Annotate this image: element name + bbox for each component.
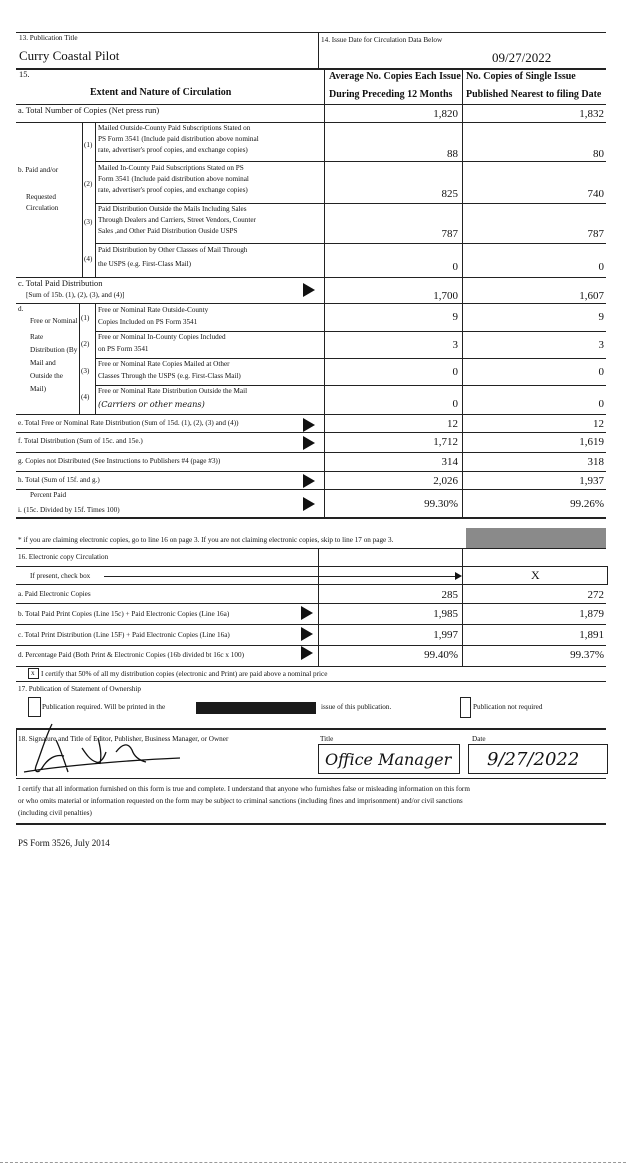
ownership-title: 17. Publication of Statement of Ownership <box>18 685 141 693</box>
row-d1-line: Free or Nominal Rate Outside-County <box>98 306 209 314</box>
rule <box>79 303 80 414</box>
certify-checkbox[interactable] <box>28 668 39 679</box>
elec-b-label: b. Total Paid Print Copies (Line 15c) + Paid Electronic Copies (Line 16a) <box>18 610 230 618</box>
rule <box>95 203 606 204</box>
row-e-label: e. Total Free or Nominal Rate Distribution (Sum of 15d. (1), (2), (3) and (4)) <box>18 419 239 427</box>
elec-c-label: c. Total Print Distribution (Line 15F) + Paid Electronic Copies (Line 16a) <box>18 631 230 639</box>
publication-title-label: 13. Publication Title <box>19 34 78 42</box>
row-b4-line: Paid Distribution by Other Classes of Mail Through <box>98 246 248 254</box>
row-i-label-1: Percent Paid <box>30 491 67 499</box>
row-g-single: 318 <box>587 456 604 468</box>
rule <box>16 681 606 682</box>
arrow-icon <box>303 474 315 488</box>
signature-label: 18. Signature and Title of Editor, Publisher, Business Manager, or Owner <box>18 735 229 743</box>
row-d4-single: 0 <box>598 398 604 410</box>
row-b-label-3: Circulation <box>26 204 59 212</box>
rule <box>16 104 606 105</box>
publication-title: Curry Coastal Pilot <box>19 48 120 63</box>
rule <box>16 452 606 453</box>
elec-d-single: 99.37% <box>570 649 604 661</box>
electronic-title: 16. Electronic copy Circulation <box>18 553 109 561</box>
check-label: If present, check box <box>30 572 91 580</box>
rule <box>16 666 606 667</box>
row-d1-line: Copies Included on PS Form 3541 <box>98 318 198 326</box>
row-b-label-2: Requested <box>26 193 56 201</box>
arrow-icon <box>301 606 313 620</box>
rule <box>16 277 606 278</box>
issue-date: 09/27/2022 <box>492 50 552 65</box>
row-f-label: f. Total Distribution (Sum of 15c. and 15e.) <box>18 437 143 445</box>
row-g-avg: 314 <box>441 456 458 468</box>
scan-edge <box>0 1162 626 1163</box>
rule <box>16 471 606 472</box>
avg-heading-2: During Preceding 12 Months <box>329 89 453 100</box>
rule <box>16 778 606 779</box>
rule <box>95 161 606 162</box>
redacted-issue-date <box>196 702 316 714</box>
issue-date-label: 14. Issue Date for Circulation Data Below <box>321 36 443 44</box>
rule <box>16 414 606 415</box>
rule <box>16 32 606 33</box>
arrow-icon <box>301 627 313 641</box>
row-d2-line: Free or Nominal In-County Copies Included <box>98 333 226 341</box>
arrow-icon <box>303 418 315 432</box>
row-e-single: 12 <box>593 418 604 430</box>
elec-b-single: 1,879 <box>579 608 604 620</box>
row-b1-line: Mailed Outside-County Paid Subscriptions Stated on <box>98 124 251 132</box>
issue-of-publication-text: issue of this publication. <box>321 703 392 711</box>
row-b4-avg: 0 <box>452 261 458 273</box>
elec-b-avg: 1,985 <box>433 608 458 620</box>
row-d3-single: 0 <box>598 366 604 378</box>
row-b2-line: Mailed In-County Paid Subscriptions Stated on PS <box>98 164 244 172</box>
row-b1-avg: 88 <box>447 148 458 160</box>
row-b3-line: Paid Distribution Outside the Mails Including Sales <box>98 205 247 213</box>
row-d1-single: 9 <box>598 311 604 323</box>
arrow-icon <box>301 646 313 660</box>
row-d-label-1: d. <box>18 305 24 313</box>
row-d-label-6: Outside the <box>30 372 63 380</box>
row-b-label-1: b. Paid and/or <box>18 166 59 174</box>
row-b2-line: rate, advertiser's proof copies, and exchange copies) <box>98 186 248 194</box>
handwritten-signature <box>20 722 210 778</box>
rule <box>324 489 325 517</box>
row-a-avg: 1,820 <box>433 108 458 120</box>
row-e-avg: 12 <box>447 418 458 430</box>
row-d-label-2: Free or Nominal <box>30 317 78 325</box>
form-id: PS Form 3526, July 2014 <box>18 838 110 848</box>
certify-50-text: I certify that 50% of all my distribution copies (electronic and Print) are paid above a nominal price <box>41 670 328 678</box>
row-b2-number: (2) <box>84 180 93 188</box>
avg-heading-1: Average No. Copies Each Issue <box>329 71 461 82</box>
row-f-single: 1,619 <box>579 436 604 448</box>
row-d-label-7: Mail) <box>30 385 46 393</box>
row-b3-single: 787 <box>587 228 604 240</box>
date-field <box>468 744 608 774</box>
arrow-icon <box>455 572 462 580</box>
elec-c-single: 1,891 <box>579 629 604 641</box>
row-b1-number: (1) <box>84 141 93 149</box>
rule <box>16 823 606 825</box>
row-b3-avg: 787 <box>441 228 458 240</box>
row-b4-line: the USPS (e.g. First-Class Mail) <box>98 260 192 268</box>
title-value: Office Manager <box>325 750 452 769</box>
row-i-single: 99.26% <box>570 498 604 510</box>
rule <box>462 68 463 500</box>
row-c-label-2: [Sum of 15b. (1), (2), (3), and (4)] <box>26 291 125 299</box>
rule <box>462 489 463 517</box>
row-d-label-3: Rate <box>30 333 44 341</box>
publication-required-checkbox[interactable] <box>28 697 41 717</box>
extent-heading: Extent and Nature of Circulation <box>90 87 232 98</box>
rule <box>16 489 606 490</box>
row-b2-single: 740 <box>587 188 604 200</box>
rule <box>95 331 606 332</box>
row-f-avg: 1,712 <box>433 436 458 448</box>
row-g-label: g. Copies not Distributed (See Instructions to Publishers #4 (page #3)) <box>18 457 221 465</box>
line-15-label: 15. <box>19 70 30 79</box>
row-h-label: h. Total (Sum of 15f. and g.) <box>18 476 100 484</box>
electronic-checkbox[interactable] <box>462 566 608 585</box>
row-d3-avg: 0 <box>452 366 458 378</box>
row-h-single: 1,937 <box>579 475 604 487</box>
elec-c-avg: 1,997 <box>433 629 458 641</box>
certify-mark: x <box>31 669 35 677</box>
row-b1-line: rate, advertiser's proof copies, and exchange copies) <box>98 146 248 154</box>
date-value: 9/27/2022 <box>487 749 580 770</box>
row-d3-line: Free or Nominal Rate Copies Mailed at Other <box>98 360 230 368</box>
check-mark: X <box>531 568 540 582</box>
row-b1-single: 80 <box>593 148 604 160</box>
rule <box>16 603 606 604</box>
row-d4-number: (4) <box>81 393 90 401</box>
row-d4-line: Free or Nominal Rate Distribution Outside the Mail <box>98 387 248 395</box>
row-d1-avg: 9 <box>452 311 458 323</box>
row-b2-avg: 825 <box>441 188 458 200</box>
shaded-area <box>466 528 606 548</box>
rule <box>318 32 319 68</box>
row-d2-number: (2) <box>81 340 90 348</box>
row-d2-line: on PS Form 3541 <box>98 345 149 353</box>
row-b4-number: (4) <box>84 255 93 263</box>
arrow-icon <box>303 436 315 450</box>
row-b3-line: Sales ,and Other Paid Distribution Ouside USPS <box>98 227 238 235</box>
single-heading-2: Published Nearest to filing Date <box>466 89 602 100</box>
rule <box>95 385 606 386</box>
publication-not-required-text: Publication not required <box>473 703 543 711</box>
arrow-icon <box>303 497 315 511</box>
date-label: Date <box>472 735 486 743</box>
row-c-single: 1,607 <box>579 290 604 302</box>
row-d1-number: (1) <box>81 314 90 322</box>
rule <box>16 584 606 585</box>
rule <box>16 122 606 123</box>
arrow-icon <box>303 283 315 297</box>
certify-line: (including civil penalties) <box>18 809 92 817</box>
row-b2-line: Form 3541 (Include paid distribution above nominal <box>98 175 249 183</box>
elec-a-avg: 285 <box>441 589 458 601</box>
elec-a-label: a. Paid Electronic Copies <box>18 590 91 598</box>
rule <box>16 548 606 549</box>
row-b1-line: PS Form 3541 (Include paid distribution above nominal <box>98 135 259 143</box>
row-d2-avg: 3 <box>452 339 458 351</box>
rule <box>16 432 606 433</box>
elec-a-single: 272 <box>587 589 604 601</box>
rule <box>95 243 606 244</box>
electronic-note: * if you are claiming electronic copies, go to line 16 on page 3. If you are not claiming electronic copies, skip to line 17 on page 3. <box>18 536 394 544</box>
row-i-label-2: i. (15c. Divided by 15f. Times 100) <box>18 506 120 514</box>
certify-line: I certify that all information furnished on this form is true and complete. I understand that anyone who furnishes false or misleading information on this form <box>18 785 470 793</box>
publication-required-text: Publication required. Will be printed in the <box>42 703 166 711</box>
row-b3-line: Through Dealers and Carriers, Street Vendors, Counter <box>98 216 256 224</box>
row-d-label-5: Mail and <box>30 359 56 367</box>
row-b4-single: 0 <box>598 261 604 273</box>
rule <box>16 68 606 70</box>
rule <box>95 122 96 277</box>
rule <box>16 730 17 776</box>
row-h-avg: 2,026 <box>433 475 458 487</box>
rule <box>16 303 606 304</box>
rule <box>16 517 606 519</box>
rule <box>82 122 83 277</box>
row-i-avg: 99.30% <box>424 498 458 510</box>
rule <box>16 624 606 625</box>
elec-d-label: d. Percentage Paid (Both Print & Electronic Copies (16b divided bt 16c x 100) <box>18 651 244 659</box>
row-d3-number: (3) <box>81 367 90 375</box>
row-a-label: a. Total Number of Copies (Net press run) <box>18 106 160 115</box>
publication-not-required-checkbox[interactable] <box>460 697 471 718</box>
title-field <box>318 744 460 774</box>
certify-line: or who omits material or information requested on the form may be subject to criminal sanctions (including fines and imprisonment) and/or civil sanctions <box>18 797 463 805</box>
single-heading-1: No. Copies of Single Issue <box>466 71 576 82</box>
row-c-avg: 1,700 <box>433 290 458 302</box>
row-b3-number: (3) <box>84 218 93 226</box>
row-d-label-4: Distribution (By <box>30 346 78 354</box>
row-d4-avg: 0 <box>452 398 458 410</box>
rule <box>95 358 606 359</box>
row-d4-line: (Carriers or other means) <box>98 399 205 409</box>
rule <box>324 68 325 500</box>
leader-line <box>104 576 460 577</box>
elec-d-avg: 99.40% <box>424 649 458 661</box>
row-c-label-1: c. Total Paid Distribution <box>18 279 103 288</box>
row-a-single: 1,832 <box>579 108 604 120</box>
row-d2-single: 3 <box>598 339 604 351</box>
title-label: Title <box>320 735 334 743</box>
row-d3-line: Classes Through the USPS (e.g. First-Class Mail) <box>98 372 241 380</box>
